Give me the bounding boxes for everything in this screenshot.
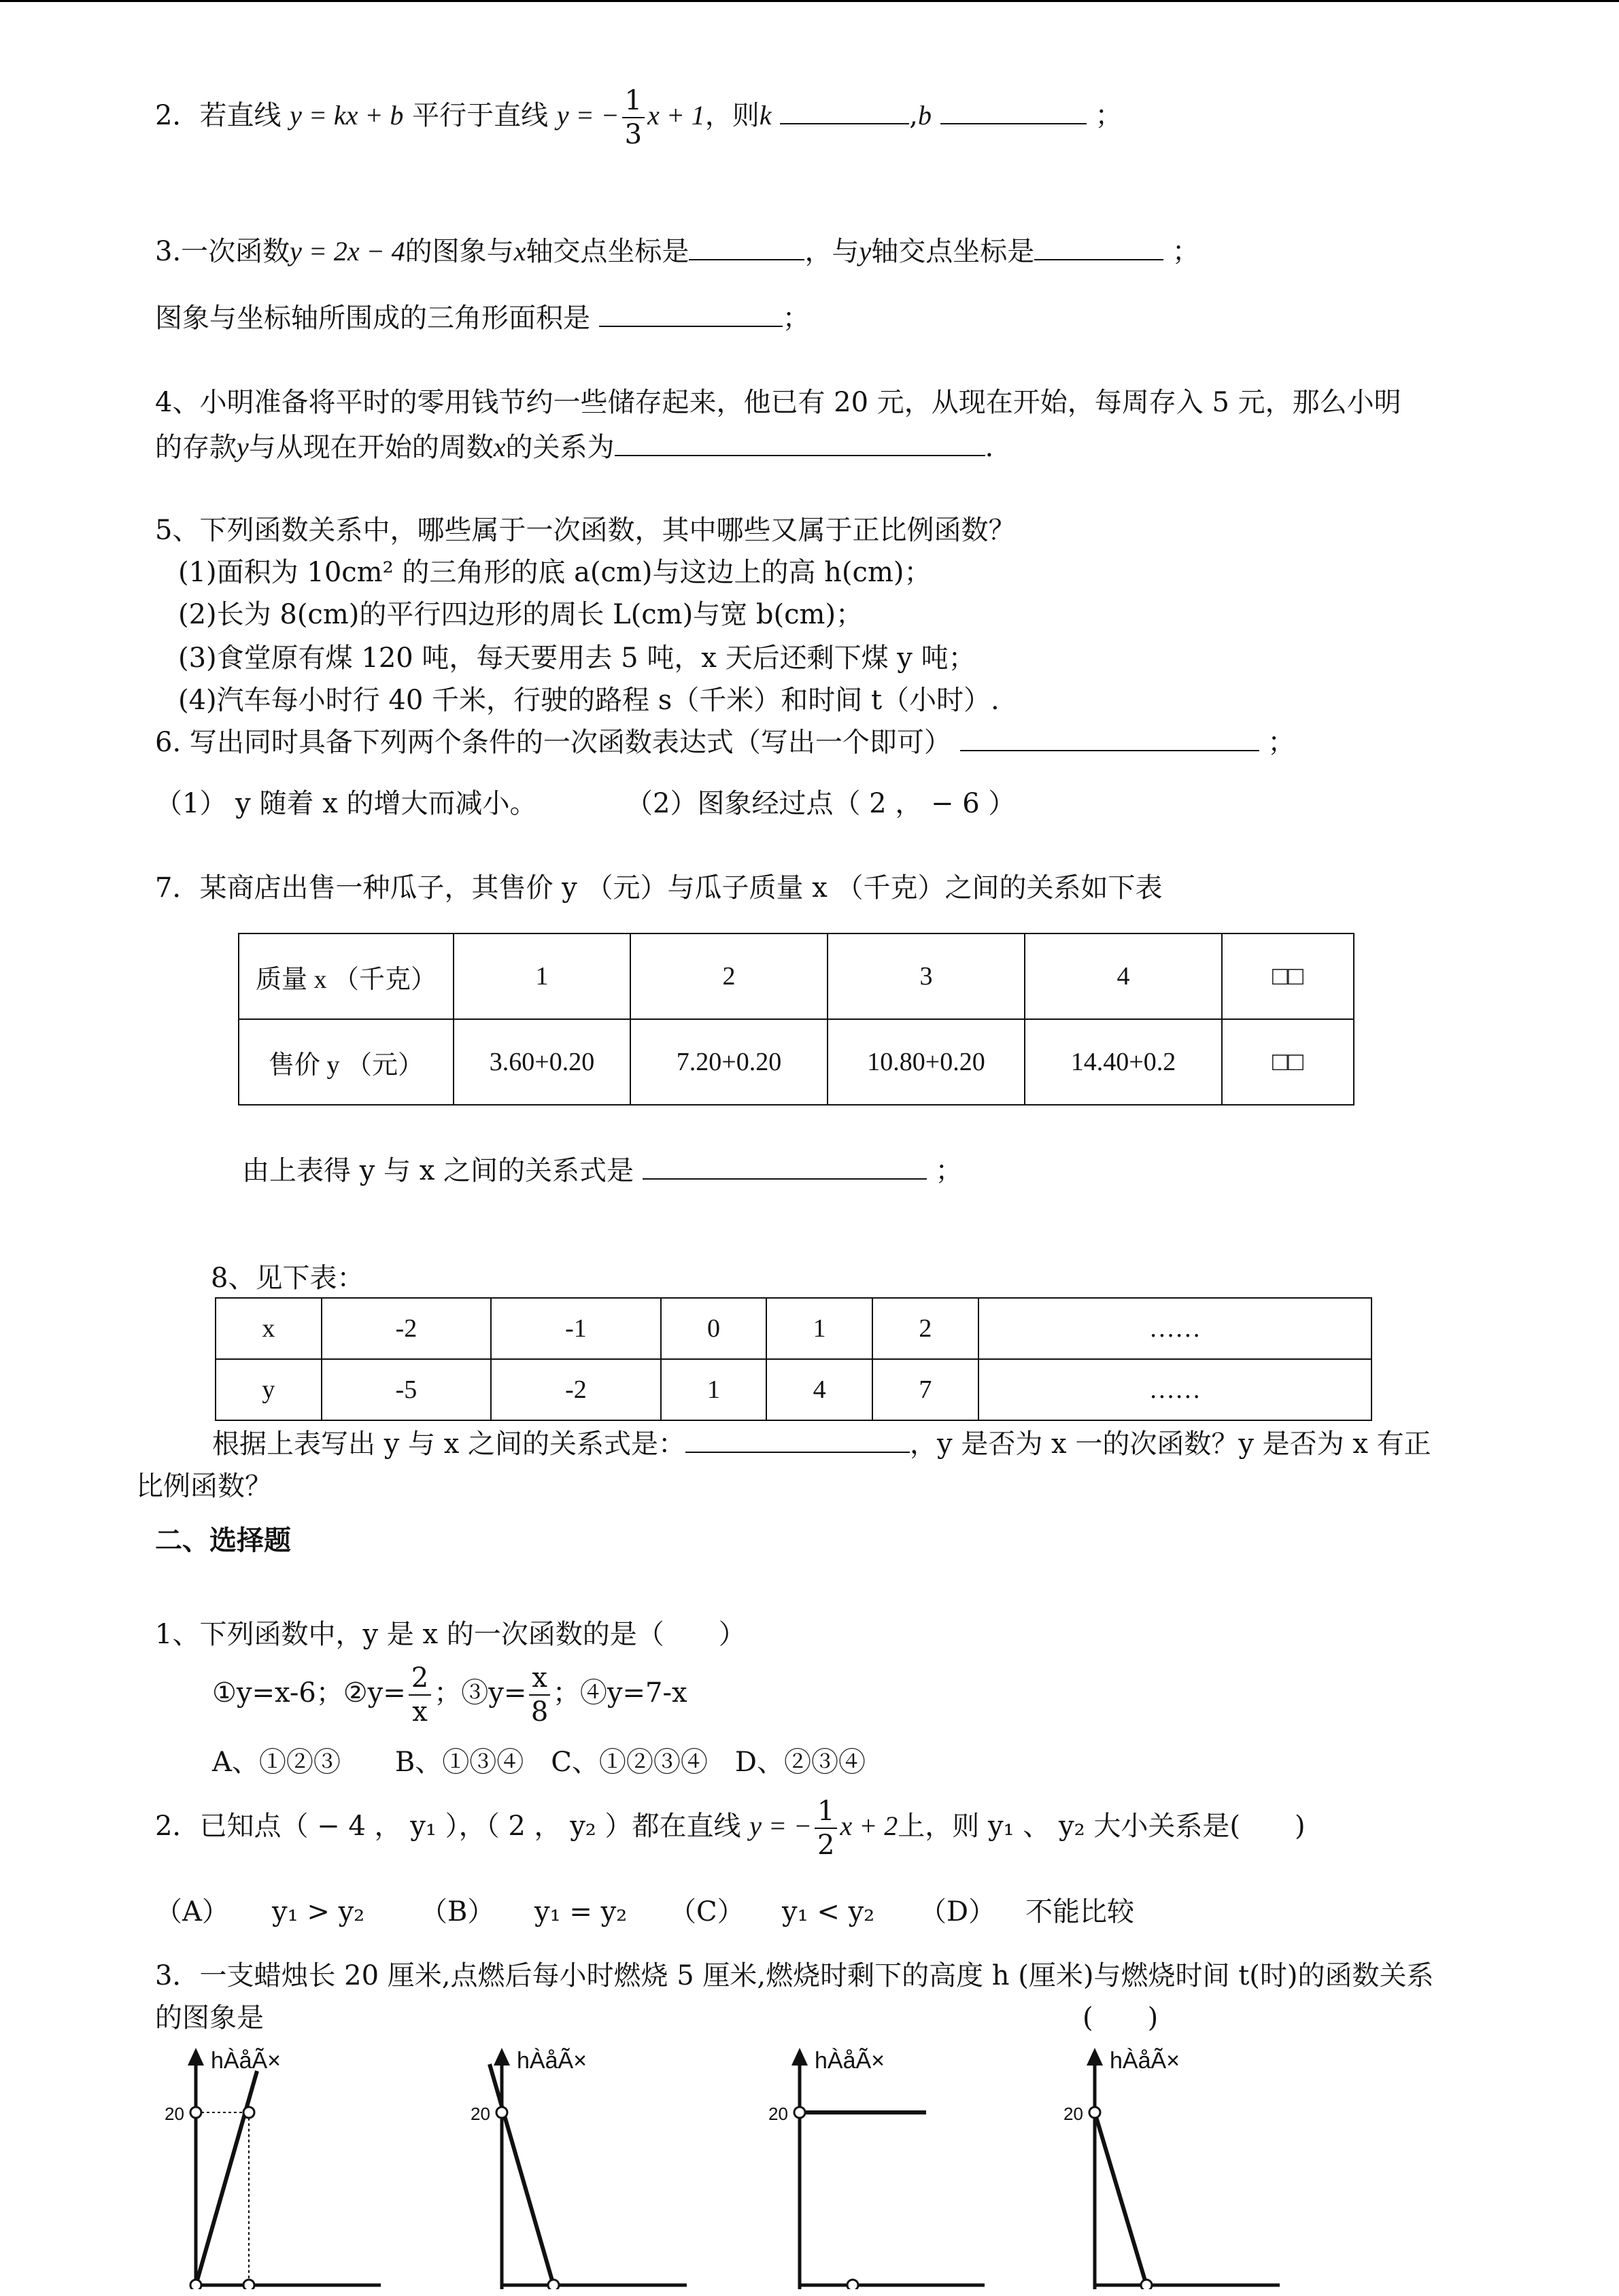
graph-c[interactable]: [760, 2044, 991, 2296]
q3-t2: 轴交点坐标是: [526, 236, 689, 267]
q2-sep: ,: [909, 100, 919, 131]
q7-row-price: [239, 1019, 1354, 1105]
graph-c-axis-label: hÀåÃ×: [815, 2048, 885, 2074]
choice-1-title: 1、下列函数中，y 是 x 的一次函数的是（ ）: [155, 1619, 746, 1650]
section-2-heading: 二、选择题: [155, 1525, 291, 1556]
q8-row-x: [216, 1298, 1371, 1359]
question-4-line2: [155, 431, 993, 464]
q7-blank[interactable]: [643, 1155, 927, 1180]
q2-equation-2a: y = −: [556, 100, 619, 131]
c1-f2-num: x: [529, 1664, 550, 1696]
c2-fraction: [815, 1798, 837, 1859]
q4-x: x: [493, 432, 506, 462]
q3-t4: 轴交点坐标是: [871, 236, 1035, 267]
q2-equation-2b: x + 1: [647, 100, 705, 131]
graph-d-tick-20: 20: [1063, 2104, 1083, 2124]
q8-cell: 1: [661, 1359, 767, 1420]
graph-b-axis-label: hÀåÃ×: [517, 2048, 587, 2074]
question-5-item-3: (3)食堂原有煤 120 吨，每天要用去 5 吨，x 天后还剩下煤 y 吨；: [178, 642, 976, 674]
choice-1-answers: A、①②③ B、①③④ C、①②③④ D、②③④: [212, 1747, 866, 1778]
q7-cell: 3: [828, 933, 1025, 1019]
q3-end2: ；: [782, 303, 810, 334]
c2-opt-c[interactable]: y₁ < y₂: [782, 1896, 875, 1927]
graph-c-tick-20: 20: [768, 2104, 788, 2124]
graph-b[interactable]: [462, 2044, 694, 2296]
q7-cell: 4: [1025, 933, 1222, 1019]
graph-d[interactable]: [1055, 2044, 1286, 2296]
q8-blank[interactable]: [685, 1428, 910, 1453]
q2-k: k: [759, 100, 772, 131]
q2-k-blank[interactable]: [780, 100, 909, 124]
question-4-line1: 4、小明准备将平时的零用钱节约一些储存起来，他已有 20 元，从现在开始，每周存入 5 元，那么小明: [155, 387, 1401, 418]
q7-cell: 售价 y （元）: [239, 1019, 454, 1105]
q4-l2b: 与从现在开始的周数: [248, 432, 494, 463]
c2-opt-c-label: （C）: [669, 1896, 745, 1927]
c2-opt-a-label: （A）: [155, 1896, 229, 1927]
question-2: [155, 87, 1122, 148]
q3-t1: 的图象与: [405, 236, 514, 267]
q8-cell: -5: [322, 1359, 492, 1420]
q8-cell: ……: [978, 1298, 1371, 1359]
q2-frac-num: 1: [622, 87, 645, 118]
page-top-border: [0, 0, 1619, 2]
q7-cell: □□: [1222, 933, 1354, 1019]
c2-tail: 上，则 y₁ 、 y₂ 大小关系是( ): [898, 1811, 1306, 1842]
q3-y: y: [859, 236, 872, 267]
question-5-title: 5、下列函数关系中，哪些属于一次函数，其中哪些又属于正比例函数？: [155, 515, 1016, 546]
q8-cell: ……: [978, 1359, 1371, 1420]
graph-a-axis-label: hÀåÃ×: [211, 2048, 282, 2074]
c2-opt-b[interactable]: y₁ = y₂: [534, 1896, 628, 1927]
q7-cell: 2: [630, 933, 828, 1019]
q6-condition-1: （1） y 随着 x 的增大而减小。: [155, 788, 537, 819]
q3-equation: y = 2x − 4: [290, 236, 405, 267]
q7-cell: 10.80+0.20: [828, 1019, 1025, 1105]
q6-line1: 6. 写出同时具备下列两个条件的一次函数表达式（写出一个即可）: [155, 727, 951, 758]
question-5-item-2: (2)长为 8(cm)的平行四边形的周长 L(cm)与宽 b(cm)；: [178, 599, 864, 630]
q3-y-intercept-blank[interactable]: [1034, 236, 1163, 260]
q7-cell: 质量 x （千克）: [239, 933, 454, 1019]
q8-cell: 2: [872, 1298, 978, 1359]
q8-cell: 4: [766, 1359, 872, 1420]
q8-after-line2: 比例函数？: [136, 1471, 272, 1502]
q3-lead: 3.一次函数: [155, 236, 290, 267]
q2-end: ；: [1095, 100, 1123, 131]
q8-cell: -2: [322, 1298, 492, 1359]
c2-eq-b: x + 2: [840, 1811, 898, 1841]
c2-opt-d[interactable]: 不能比较: [1025, 1896, 1134, 1927]
question-6: [155, 726, 1295, 759]
q8-cell: 1: [766, 1298, 872, 1359]
q8-cell: x: [216, 1298, 322, 1359]
q4-y: y: [237, 432, 249, 462]
question-3: [155, 235, 1199, 268]
c1-o2: ；③y=: [434, 1677, 527, 1709]
c2-opt-b-label: （B）: [420, 1896, 495, 1927]
question-8-title: 8、见下表：: [211, 1263, 364, 1294]
q7-cell: 1: [454, 933, 630, 1019]
q7-cell: 7.20+0.20: [630, 1019, 828, 1105]
graph-d-axis-label: hÀåÃ×: [1110, 2048, 1180, 2074]
c2-opt-a[interactable]: y₁ > y₂: [272, 1896, 365, 1927]
c1-f1-num: 2: [409, 1664, 431, 1696]
c2-opt-d-label: （D）: [919, 1896, 996, 1927]
q8-cell: 7: [872, 1359, 978, 1420]
q4-l2c: 的关系为: [505, 432, 615, 463]
q3-x-intercept-blank[interactable]: [689, 236, 804, 260]
q2-equation-1: y = kx + b: [290, 100, 404, 131]
q2-mid: 平行于直线: [412, 100, 549, 131]
q8-row-y: [216, 1359, 1371, 1420]
choice-3-line2: 的图象是: [155, 2002, 264, 2034]
q6-condition-2: （2）图象经过点（ 2 ， − 6 ）: [626, 788, 1016, 819]
q8-cell: y: [216, 1359, 322, 1420]
q7-after: [242, 1154, 962, 1187]
q7-cell: 14.40+0.2: [1025, 1019, 1222, 1105]
c1-f2-den: 8: [530, 1696, 549, 1728]
q8-cell: -1: [491, 1298, 661, 1359]
q8-after-line1: [212, 1428, 1431, 1460]
q8-cell: 0: [661, 1298, 767, 1359]
graph-b-tick-20: 20: [471, 2104, 490, 2124]
q4-end: .: [985, 432, 994, 463]
q3-area-blank[interactable]: [599, 303, 783, 327]
q7-row-mass: [239, 933, 1354, 1019]
choice-3-line1: 3．一支蜡烛长 20 厘米,点燃后每小时燃烧 5 厘米,燃烧时剩下的高度 h (厘米)与燃烧时间 t(时)的函数关系: [155, 1960, 1434, 1991]
q8-table: [215, 1297, 1372, 1421]
q8-after1: 根据上表写出 y 与 x 之间的关系式是：: [212, 1428, 686, 1460]
choice-3-paren: ( ): [1083, 2002, 1159, 2034]
choice-2: [155, 1798, 1306, 1859]
c2-frac-den: 2: [817, 1830, 835, 1861]
q7-end: ；: [935, 1155, 963, 1186]
graph-a-tick-20: 20: [165, 2104, 184, 2124]
c1-frac-1: [409, 1664, 431, 1726]
q8-after1b: ，y 是否为 x 一的次函数？y 是否为 x 有正: [910, 1428, 1431, 1460]
q2-then: ，则: [704, 100, 760, 131]
c1-f1-den: x: [412, 1696, 428, 1728]
question-5-item-1: (1)面积为 10cm² 的三角形的底 a(cm)与这边上的高 h(cm)；: [178, 557, 932, 588]
question-7-title: 7．某商店出售一种瓜子，其售价 y （元）与瓜子质量 x （千克）之间的关系如下表: [155, 872, 1163, 904]
c1-o1: ①y=x-6；②y=: [212, 1677, 406, 1709]
q4-blank[interactable]: [615, 432, 985, 456]
q2-frac-den: 3: [624, 119, 643, 150]
q3-end: ；: [1172, 236, 1199, 267]
q8-cell: -2: [491, 1359, 661, 1420]
q3-x: x: [513, 236, 526, 267]
question-5-item-4: (4)汽车每小时行 40 千米，行驶的路程 s（千米）和时间 t（小时）.: [178, 685, 1000, 716]
q2-lead: 2．若直线: [155, 100, 282, 131]
q7-table: [238, 933, 1354, 1106]
q7-cell: □□: [1222, 1019, 1354, 1105]
q3-t3: ，与: [804, 236, 859, 267]
c2-frac-num: 1: [815, 1798, 837, 1829]
c1-o3: ；④y=7-x: [552, 1677, 687, 1709]
q2-fraction: [622, 87, 645, 148]
question-3-line2: [155, 302, 810, 335]
q2-b: b: [918, 100, 932, 131]
q3-line2: 图象与坐标轴所围成的三角形面积是: [155, 303, 590, 334]
q7-after-text: 由上表得 y 与 x 之间的关系式是: [242, 1155, 634, 1186]
choice-1-options: [212, 1664, 687, 1726]
q6-blank[interactable]: [960, 727, 1259, 751]
graph-a[interactable]: [156, 2044, 388, 2296]
c1-frac-2: [529, 1664, 550, 1726]
q6-end: ；: [1267, 727, 1295, 758]
c2-eq-a: y = −: [749, 1811, 813, 1841]
c2-lead: 2．已知点（ − 4 ， y₁ ），（ 2 ， y₂ ）都在直线: [155, 1811, 741, 1842]
q4-l2a: 的存款: [155, 432, 237, 463]
q7-cell: 3.60+0.20: [454, 1019, 630, 1105]
q2-b-blank[interactable]: [940, 100, 1087, 124]
